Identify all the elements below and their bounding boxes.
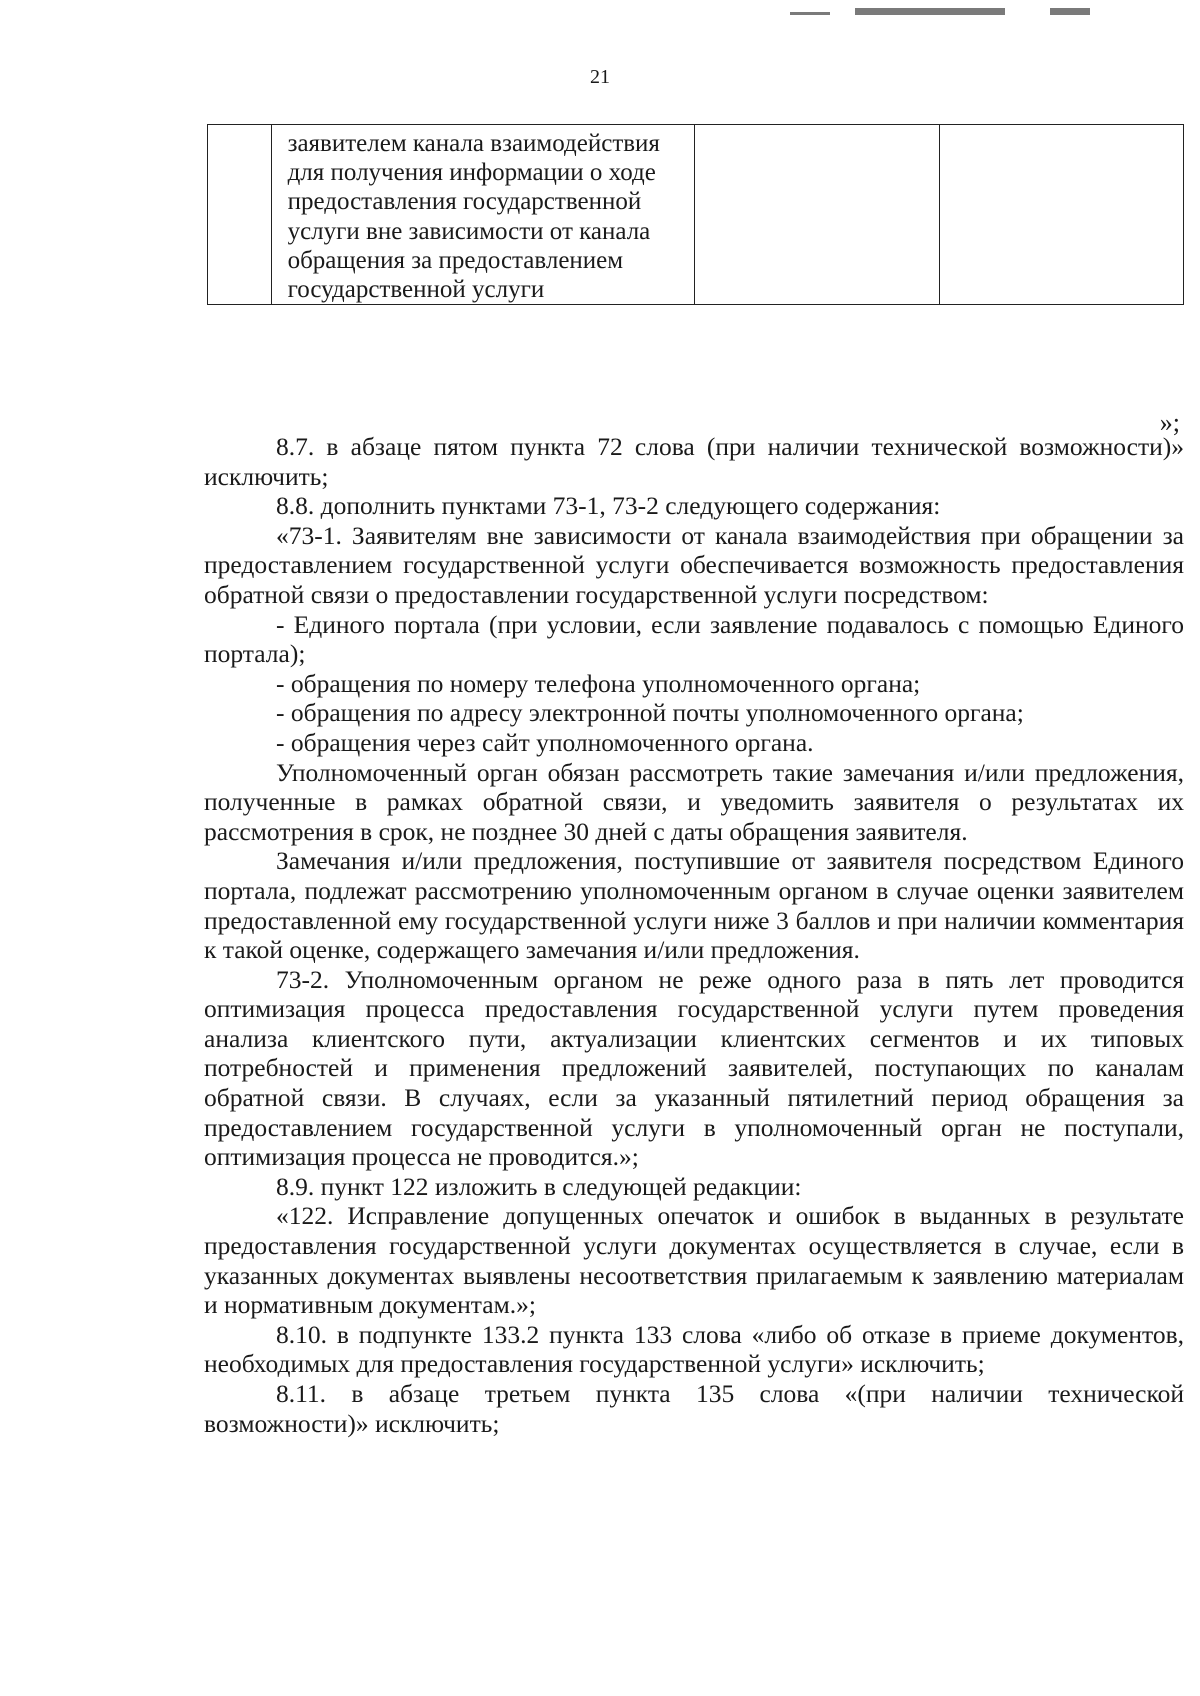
table-cell-empty	[695, 125, 939, 305]
list-item-portal: - Единого портала (при условии, если заявление подавалось с помощью Единого портала);	[204, 609, 1184, 669]
table-cell-text: заявителем канала взаимодействия для получения информации о ходе предоставления государственной услуги вне зависимости от канала обращения за предоставлением государственной услуги	[271, 125, 695, 305]
paragraph-73-2: 73-2. Уполномоченным органом не реже одного раза в пять лет проводится оптимизация процесса предоставления государственной услуги путем проведения анализа клиентского пути, актуализации клиентских сегментов и их типовых потребностей и применения предложений заявителей, поступающих по каналам обратной связи. В случаях, если за указанный пятилетний период обращения за предоставлением государственной услуги в уполномоченный орган не поступали, оптимизация процесса не проводится.»;	[204, 964, 1184, 1172]
table-row	[208, 125, 1184, 305]
paragraph-obligation: Уполномоченный орган обязан рассмотреть такие замечания и/или предложения, полученные в рамках обратной связи, и уведомить заявителя о результатах их рассмотрения в срок, не позднее 30 дней с даты обращения заявителя.	[204, 757, 1184, 846]
document-body	[204, 432, 1184, 1438]
table-cell-number	[208, 125, 272, 305]
closing-quote: »;	[1159, 408, 1180, 437]
table-continuation	[207, 124, 1184, 305]
paragraph-8-8: 8.8. дополнить пунктами 73-1, 73-2 следующего содержания:	[276, 491, 941, 521]
scan-artifact	[855, 8, 1005, 15]
table-cell-empty	[939, 125, 1183, 305]
paragraph-8-7: 8.7. в абзаце пятом пункта 72 слова (при наличии технической возможности)» исключить;	[204, 432, 1184, 491]
list-item-email: - обращения по адресу электронной почты уполномоченного органа;	[276, 698, 1024, 728]
list-item-phone: - обращения по номеру телефона уполномоченного органа;	[276, 668, 921, 698]
paragraph-8-9: 8.9. пункт 122 изложить в следующей редакции:	[276, 1171, 802, 1201]
scan-artifact	[790, 12, 830, 15]
paragraph-122: «122. Исправление допущенных опечаток и ошибок в выданных в результате предоставления государственной услуги документах осуществляется в случае, если в указанных документах выявлены несоответствия прилагаемым к заявлению материалам и нормативным документам.»;	[204, 1201, 1184, 1320]
paragraph-73-1: «73-1. Заявителям вне зависимости от канала взаимодействия при обращении за предоставлением государственной услуги обеспечивается возможность предоставления обратной связи о предоставлении государственной услуги посредством:	[204, 520, 1184, 609]
page-number: 21	[590, 66, 610, 88]
paragraph-remarks: Замечания и/или предложения, поступившие от заявителя посредством Единого портала, подлежат рассмотрению уполномоченным органом в случае оценки заявителем предоставленной ему государственной услуги ниже 3 баллов и при наличии комментария к такой оценке, содержащего замечания и/или предложения.	[204, 846, 1184, 965]
paragraph-8-10: 8.10. в подпункте 133.2 пункта 133 слова «либо об отказе в приеме документов, необходимых для предоставления государственной услуги» исключить;	[204, 1319, 1184, 1379]
paragraph-8-11: 8.11. в абзаце третьем пункта 135 слова «(при наличии технической возможности)» исключить;	[204, 1379, 1184, 1438]
list-item-site: - обращения через сайт уполномоченного органа.	[276, 727, 814, 757]
scan-artifact	[1050, 8, 1090, 15]
